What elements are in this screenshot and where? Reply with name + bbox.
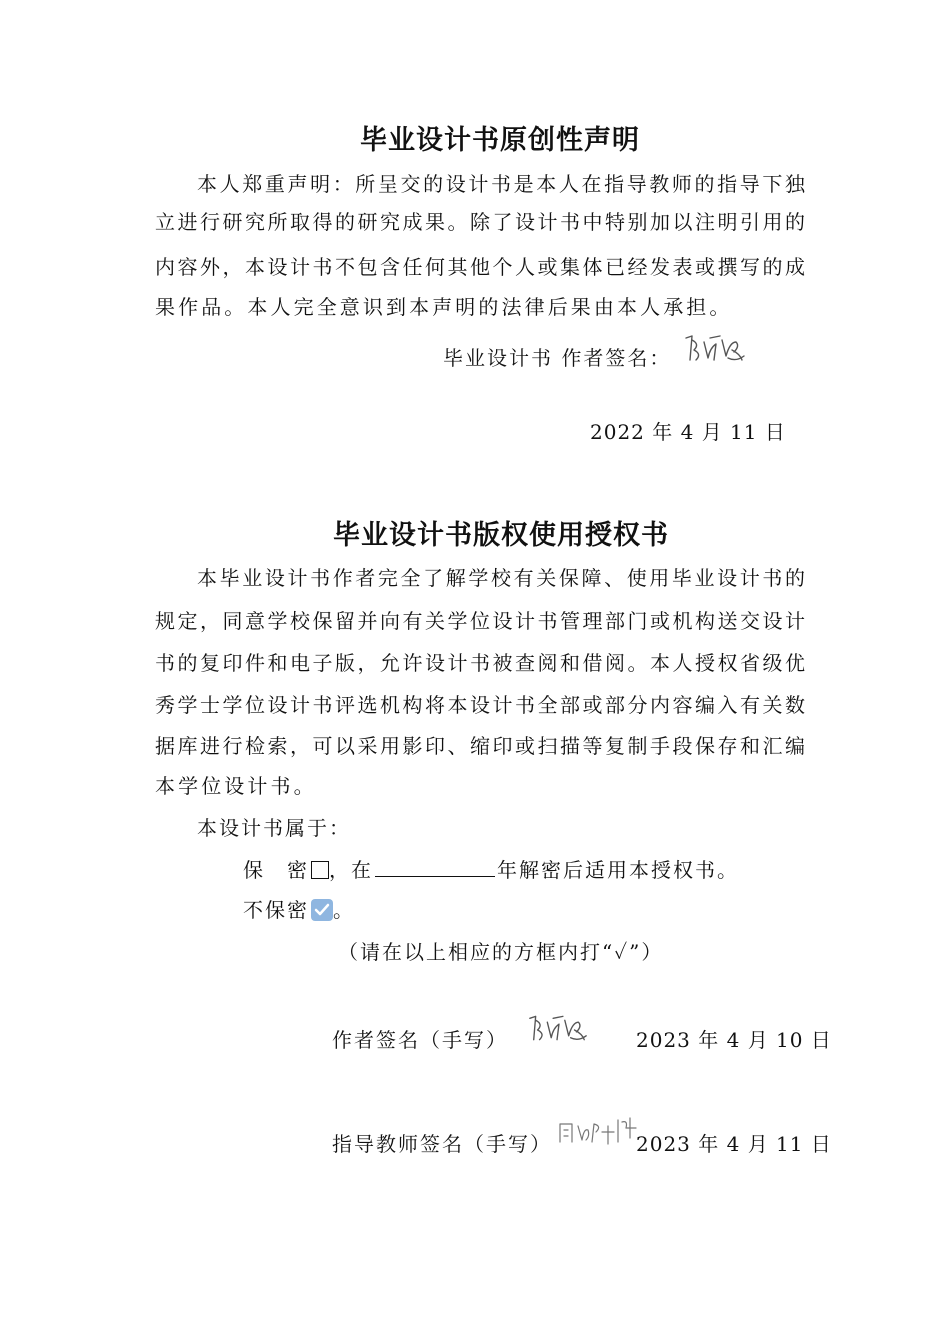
secret-mid-text: ，在 [329,858,373,882]
decrypt-year-blank[interactable] [375,858,495,877]
authorization-title: 毕业设计书版权使用授权书 [333,520,669,551]
belongs-label: 本设计书属于： [197,816,351,840]
declaration-signature-label: 毕业设计书 作者签名： [443,346,672,370]
authorization-line-2: 规定，同意学校保留并向有关学位设计书管理部门或机构送交设计 [155,609,805,633]
handwritten-signature-image [680,330,750,368]
secret-checkbox[interactable] [311,861,329,879]
check-icon [313,901,331,919]
author-signature [524,1010,592,1052]
not-secret-row [243,894,355,923]
declaration-line-2: 立进行研究所取得的研究成果。除了设计书中特别加以注明引用的 [155,210,805,234]
not-secret-tail: 。 [333,898,355,922]
authorization-line-3: 书的复印件和电子版，允许设计书被查阅和借阅。本人授权省级优 [155,651,805,675]
declaration-date: 2022 年 4 月 11 日 [590,420,786,444]
author-sign-date: 2023 年 4 月 10 日 [636,1028,832,1052]
authorization-line-5: 据库进行检索，可以采用影印、缩印或扫描等复制手段保存和汇编 [155,734,805,758]
secret-tail-text: 年解密后适用本授权书。 [497,858,739,882]
not-secret-checkbox-checked[interactable] [311,899,333,921]
author-sign-label: 作者签名（手写） [332,1028,508,1052]
advisor-sign-date: 2023 年 4 月 11 日 [636,1132,832,1156]
authorization-line-1: 本毕业设计书作者完全了解学校有关保障、使用毕业设计书的 [197,566,805,590]
declaration-line-1: 本人郑重声明：所呈交的设计书是本人在指导教师的指导下独 [197,172,805,196]
declaration-line-3: 内容外，本设计书不包含任何其他个人或集体已经发表或撰写的成 [155,255,805,279]
secret-label: 保 密 [243,858,309,882]
advisor-signature [556,1112,642,1154]
declaration-signature [680,330,750,372]
secret-row [243,854,739,883]
authorization-line-6: 本学位设计书。 [155,774,317,798]
declaration-line-4: 果作品。本人完全意识到本声明的法律后果由本人承担。 [155,295,733,319]
handwritten-signature-image [524,1010,592,1048]
not-secret-label: 不保密 [243,898,309,922]
instruction-text: （请在以上相应的方框内打“✓”） [338,940,664,964]
authorization-line-4: 秀学士学位设计书评选机构将本设计书全部或部分内容编入有关数 [155,693,805,717]
handwritten-signature-image [556,1112,642,1150]
advisor-sign-label: 指导教师签名（手写） [332,1132,552,1156]
declaration-title: 毕业设计书原创性声明 [360,125,640,156]
